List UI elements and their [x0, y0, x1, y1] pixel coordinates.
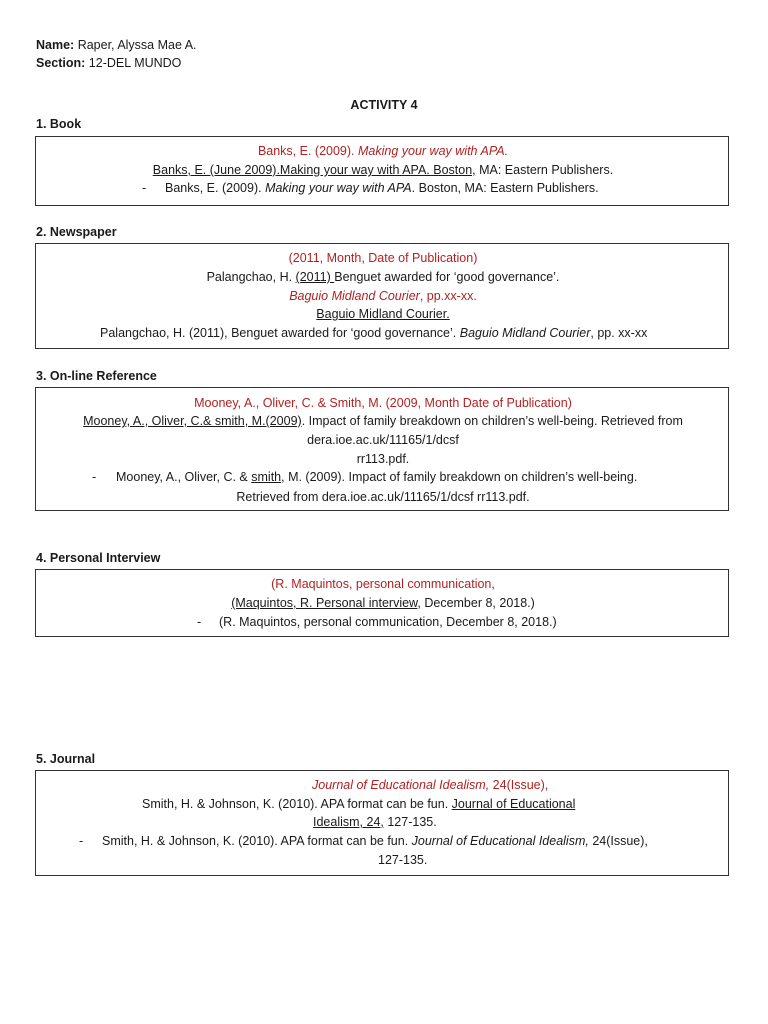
interview-red-1: (R. Maquintos, personal communication,	[271, 577, 495, 591]
online-heading: 3. On-line Reference	[36, 369, 157, 383]
book-line-3	[165, 181, 599, 195]
interview-heading: 4. Personal Interview	[36, 551, 161, 565]
newspaper-l2-a: Palangchao, H.	[206, 270, 296, 284]
journal-line-4	[102, 834, 648, 848]
newspaper-line-2	[36, 270, 730, 284]
student-section	[36, 56, 181, 70]
online-line-5	[116, 470, 637, 484]
online-red-1: Mooney, A., Oliver, C. & Smith, M. (2009, Month Date of Publication)	[194, 396, 572, 410]
newspaper-red3-b: , pp.xx-xx.	[419, 289, 477, 303]
book-line3-italic: Making your way with APA	[265, 181, 412, 195]
journal-red1-b: 24(Issue),	[489, 778, 549, 792]
journal-l4-b: 24(Issue),	[588, 834, 648, 848]
online-l5-a: Mooney, A., Oliver, C. &	[116, 470, 252, 484]
interview-l2-b: , December 8, 2018.)	[417, 596, 535, 610]
newspaper-heading: 2. Newspaper	[36, 225, 117, 239]
journal-line-5: 127-135.	[378, 853, 428, 867]
book-line-2	[36, 163, 730, 177]
online-l2-b: . Impact of family breakdown on children’s well-being. Retrieved from	[301, 414, 683, 428]
book-dash: -	[142, 181, 147, 195]
journal-red1-italic: Journal of Educational Idealism,	[312, 778, 490, 792]
section-label: Section:	[36, 56, 86, 70]
name-value: Raper, Alyssa Mae A.	[77, 38, 197, 52]
journal-l4-a: Smith, H. & Johnson, K. (2010). APA format can be fun.	[102, 834, 412, 848]
book-red-italic: Making your way with APA.	[358, 144, 509, 158]
newspaper-red3-italic: Baguio Midland Courier	[289, 289, 420, 303]
interview-l2-underlined: (Maquintos, R. Personal interview	[231, 596, 418, 610]
online-l5-underlined: smith	[251, 470, 282, 484]
interview-dash: -	[197, 615, 202, 629]
book-line2-underlined: Banks, E. (June 2009).Making your way with APA. Boston,	[152, 163, 476, 177]
journal-l3-underlined: Idealism, 24,	[313, 815, 384, 829]
journal-l2-underlined: Journal of Educational	[451, 797, 576, 811]
book-line3-a: Banks, E. (2009).	[165, 181, 266, 195]
online-dash: -	[92, 470, 97, 484]
section-value: 12-DEL MUNDO	[88, 56, 182, 70]
student-name	[36, 38, 197, 52]
online-line-6: Retrieved from dera.ioe.ac.uk/11165/1/dcsf rr113.pdf.	[236, 490, 530, 504]
book-red-plain: Banks, E. (2009).	[257, 144, 358, 158]
journal-line-3	[313, 815, 437, 829]
newspaper-red-1: (2011, Month, Date of Publication)	[288, 251, 478, 265]
journal-line-2	[142, 797, 575, 811]
journal-l2-a: Smith, H. & Johnson, K. (2010). APA format can be fun.	[142, 797, 452, 811]
journal-heading: 5. Journal	[36, 752, 96, 766]
online-line-3: dera.ioe.ac.uk/11165/1/dcsf	[307, 433, 459, 447]
newspaper-line-4	[36, 307, 730, 321]
journal-red-1	[312, 778, 548, 792]
book-red-line	[36, 144, 730, 158]
newspaper-l2-underlined: (2011)	[295, 270, 335, 284]
newspaper-l5-italic: Baguio Midland Courier	[459, 326, 591, 340]
newspaper-line-5	[100, 326, 647, 340]
journal-l4-italic: Journal of Educational Idealism,	[411, 834, 589, 848]
journal-dash: -	[79, 834, 84, 848]
online-line-4: rr113.pdf.	[356, 452, 410, 466]
book-line3-b: . Boston, MA: Eastern Publishers.	[411, 181, 599, 195]
online-l5-b: , M. (2009). Impact of family breakdown on children’s well-being.	[281, 470, 638, 484]
interview-line-3: (R. Maquintos, personal communication, December 8, 2018.)	[219, 615, 557, 629]
newspaper-red-3	[36, 289, 730, 303]
book-heading: 1. Book	[36, 117, 82, 131]
newspaper-l5-a: Palangchao, H. (2011), Benguet awarded for ‘good governance’.	[100, 326, 460, 340]
newspaper-l5-b: , pp. xx-xx	[590, 326, 648, 340]
newspaper-l4-underlined: Baguio Midland Courier.	[316, 307, 450, 321]
journal-l3-b: 127-135.	[383, 815, 437, 829]
newspaper-l2-b: Benguet awarded for ‘good governance’.	[334, 270, 560, 284]
interview-line-2	[36, 596, 730, 610]
online-l2-underlined: Mooney, A., Oliver, C.& smith, M.(2009)	[83, 414, 302, 428]
book-line2-rest: MA: Eastern Publishers.	[475, 163, 614, 177]
online-line-2	[36, 414, 730, 428]
page-title: ACTIVITY 4	[350, 98, 418, 112]
name-label: Name:	[36, 38, 75, 52]
